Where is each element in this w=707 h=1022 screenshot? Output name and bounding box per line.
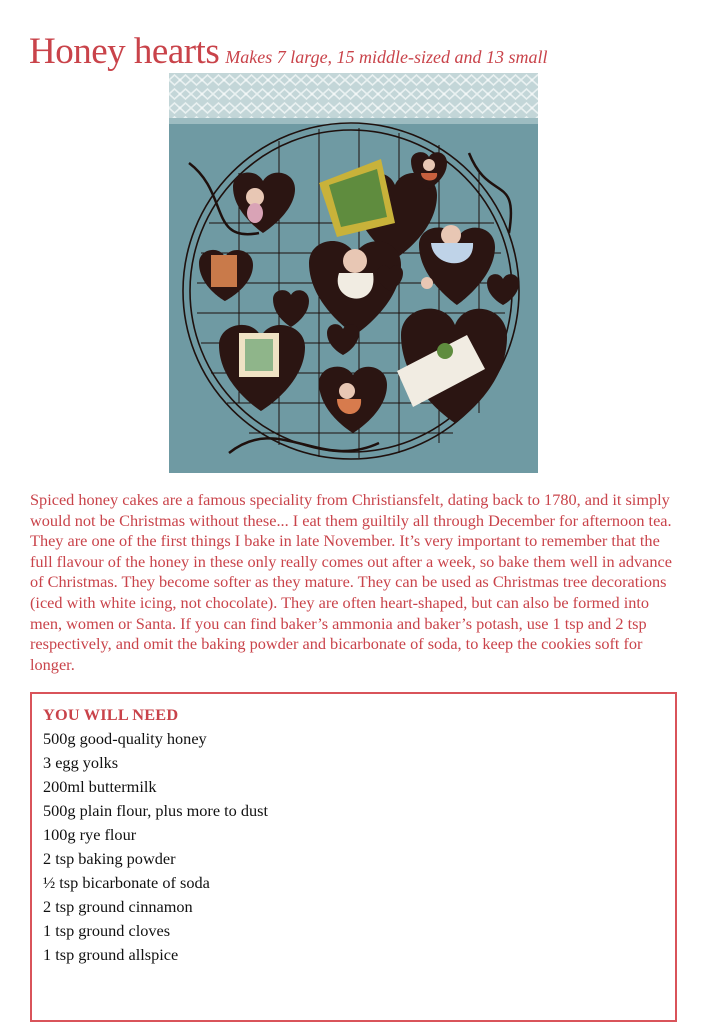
ingredient-item: 1 tsp ground allspice [43,945,179,964]
recipe-photo [169,73,538,473]
recipe-yield: Makes 7 large, 15 middle-sized and 13 small [225,47,548,67]
ingredient-item: 500g plain flour, plus more to dust [43,801,269,820]
ingredient-item: 2 tsp baking powder [43,849,176,868]
recipe-header [29,30,689,73]
ingredient-item: 3 egg yolks [43,753,119,772]
ingredient-item: 500g good-quality honey [43,729,207,748]
recipe-title: Honey hearts [29,31,220,72]
ingredients-list [43,727,268,967]
honey-hearts-illustration [169,73,538,473]
ingredients-heading: YOU WILL NEED [43,705,179,724]
ingredient-item: 100g rye flour [43,825,137,844]
ingredient-item: 2 tsp ground cinnamon [43,897,193,916]
ingredient-item: 1 tsp ground cloves [43,921,171,940]
ingredient-item: 200ml buttermilk [43,777,157,796]
recipe-intro: Spiced honey cakes are a famous speciality from Christiansfelt, dating back to 1780, and it simply would not be Christmas without these... I eat them guiltily all through December for afternoon tea. They are one of the first things I bake in late November. It’s very important to remember that the full flavour of the honey in these only really comes out after a week, so bake them well in advance of Christmas. They become softer as they mature. They can be used as Christmas tree decorations (iced with white icing, not chocolate). They are often heart-shaped, but can also be formed into men, women or Santa. If you can find baker’s ammonia and baker’s potash, use 1 tsp and 2 tsp respectively, and omit the baking powder and bicarbonate of soda, to keep the cookies soft for longer. [30,490,672,674]
ingredient-item: ½ tsp bicarbonate of soda [43,873,210,892]
ingredients-box [30,692,677,1022]
